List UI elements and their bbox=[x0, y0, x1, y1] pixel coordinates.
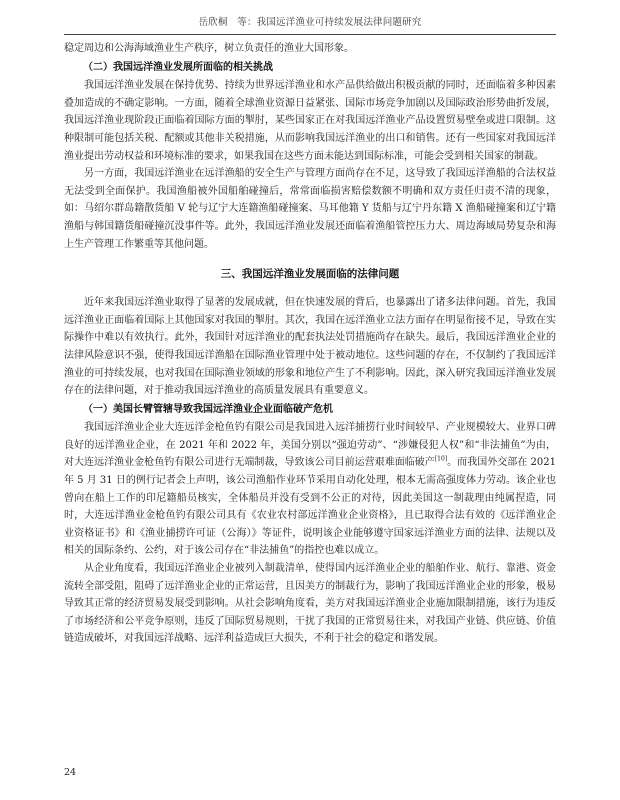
subsection-3-1-paragraph-2: 从企业角度看，我国远洋渔业企业被列入制裁清单，使得国内远洋渔业企业的船舶作业、航行、靠港、资金流转全部受阻，阻碍了远洋渔业企业的正常运营，且因美方的制裁行为，影响了我国远洋渔业企业的形象，极易导致其正常的经济贸易发展受到影响。从社会影响角度看，美方对我国远洋渔业企业施加限制措施，该行为违反了市场经济和公平竞争原则，违反了国际贸易规则，干扰了我国的正常贸易往来，对我国产业链、供应链、价值链造成破坏，对我国远洋战略、远洋利益造成巨大损失，不利于社会的稳定和谐发展。 bbox=[64, 563, 556, 645]
page-content bbox=[64, 40, 556, 648]
subsection-2-paragraph-1: 我国远洋渔业发展在保持优势、持续为世界远洋渔业和水产品供给做出积极贡献的同时，还面临着多种因素叠加造成的不确定影响。一方面，随着全球渔业资源日益紧张、国际市场竞争加剧以及国际政治形势曲折发展，我国远洋渔业现阶段正面临着国际方面的掣肘，某些国家正在对我国远洋渔业产品设置贸易壁垒或进口限制。这种限制可能包括关税、配额或其他非关税措施，从而影响我国远洋渔业的出口和销售。还有一些国家对我国远洋渔业提出劳动权益和环境标准的要求，如果我国在这些方面未能达到国际标准，可能会受到相关国家的制裁。 bbox=[64, 80, 556, 162]
header-rule bbox=[64, 34, 556, 35]
continued-paragraph: 稳定周边和公海海域渔业生产秩序，树立负责任的渔业大国形象。 bbox=[64, 43, 354, 54]
paragraph-text-part-a: 我国远洋渔业企业大连远洋金枪鱼钓有限公司是我国进入远洋捕捞行业时间较早、产业规模较大、业界口碑良好的远洋渔业企业，在 2021 年和 2022 年，美国分别以“强迫劳动”、“涉嫌侵犯人权”和“非法捕鱼”为由，对大连远洋渔业金枪鱼钓有限公司进行无端制裁，导致该公司目前运营艰难面临破产 bbox=[64, 422, 556, 469]
subsection-2-heading: （二）我国远洋渔业发展所面临的相关挑战 bbox=[83, 61, 273, 73]
section-3-paragraph-1: 近年来我国远洋渔业取得了显著的发展成就，但在快速发展的背后，也暴露出了诸多法律问题。首先，我国远洋渔业正面临着国际上其他国家对我国的掣肘。其次，我国在远洋渔业立法方面存在明显衔接不足，导致在实际操作中难以有效执行。此外，我国针对远洋渔业的配套执法处罚措施尚存在缺失。最后，我国远洋渔业企业的法律风险意识不强，使得我国远洋渔船在国际渔业管理中处于被动地位。这些问题的存在，不仅制约了我国远洋渔业的可持续发展，也对我国在国际渔业领域的形象和地位产生了不利影响。因此，深入研究我国远洋渔业发展存在的法律问题，对于推动我国远洋渔业的高质量发展具有重要意义。 bbox=[64, 297, 556, 397]
section-3-heading: 三、我国远洋渔业发展面临的法律问题 bbox=[220, 268, 400, 281]
subsection-3-1-paragraph-1 bbox=[64, 419, 556, 560]
paragraph-text-part-b: 。而我国外交部在 2021 年 5 月 31 日的例行记者会上声明，该公司渔船作业环节采用自动化处理，根本无需高强度体力劳动。该企业也曾向在船上工作的印尼籍船员核实，全体船员并没有受到不公正的对待，因此美国这一制裁理由纯属捏造，同时，大连远洋渔业金枪鱼钓有限公司具有《农业农村部远洋渔业企业资格》，且已取得合法有效的《远洋渔业企业资格证书》和《渔业捕捞许可证（公海）》等证件，说明该企业能够遵守国家远洋渔业方面的法律、法规以及相关的国际条约、公约，对于该公司存在“非法捕鱼”的指控也难以成立。 bbox=[64, 457, 556, 557]
running-header: 岳欣桐 等：我国远洋渔业可持续发展法律问题研究 bbox=[198, 17, 422, 28]
subsection-2-paragraph-2: 另一方面，我国远洋渔业在远洋渔船的安全生产与管理方面尚存在不足，这导致了我国远洋渔船的合法权益无法受到全面保护。我国渔船被外国船舶碰撞后，常常面临损害赔偿数额不明确和双方责任归责不清的现象，如：马绍尔群岛籍散货船 V 轮与辽宁大连籍渔船碰撞案、马耳他籍 Y 货船与辽宁丹东籍 X 渔船碰撞案和辽宁籍渔船与韩国籍货船碰撞沉没事件等。此外，我国远洋渔业发展还面临着渔船管控压力大、周边海域局势复杂和海上生产管理工作繁重等其他问题。 bbox=[64, 168, 556, 250]
page-number: 24 bbox=[64, 767, 77, 778]
citation-reference: [10] bbox=[434, 456, 448, 464]
subsection-3-1-heading: （一）美国长臂管辖导致我国远洋渔业企业面临破产危机 bbox=[83, 403, 333, 415]
